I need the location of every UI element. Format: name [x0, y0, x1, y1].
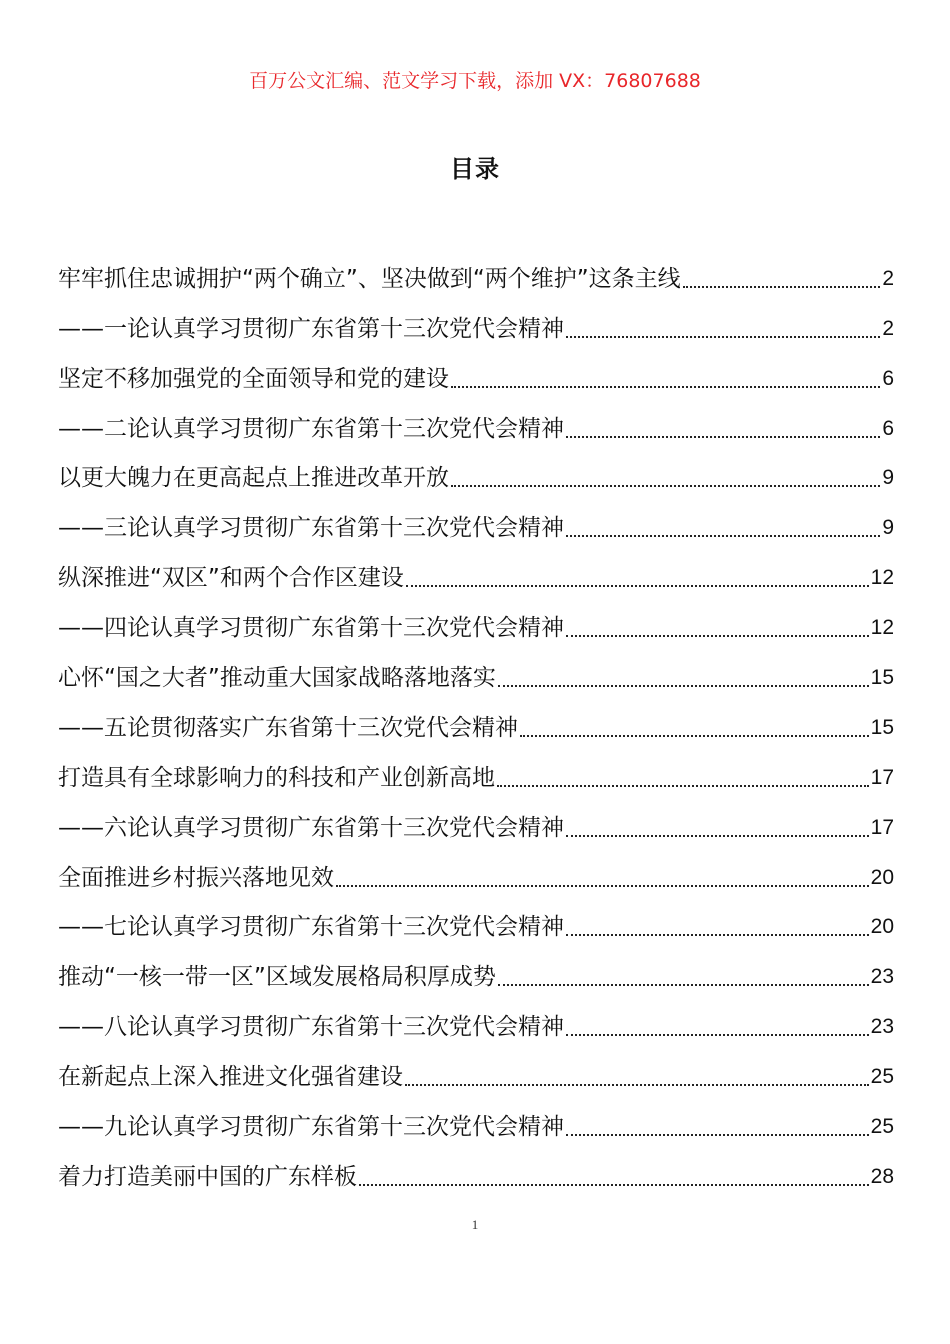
- toc-entry-title: 着力打造美丽中国的广东样板: [58, 1163, 357, 1190]
- toc-entry-page: 9: [882, 466, 894, 490]
- toc-entry-title: ——一论认真学习贯彻广东省第十三次党代会精神: [58, 315, 564, 342]
- toc-entry-title: ——七论认真学习贯彻广东省第十三次党代会精神: [58, 914, 564, 941]
- toc-dot-leader: [497, 785, 869, 787]
- toc-dot-leader: [566, 1034, 869, 1036]
- toc-entry[interactable]: [58, 551, 894, 601]
- toc-entry-title: ——三论认真学习贯彻广东省第十三次党代会精神: [58, 515, 564, 542]
- toc-entry[interactable]: [58, 950, 894, 1000]
- toc-entry[interactable]: [58, 352, 894, 402]
- toc-dot-leader: [405, 1084, 869, 1086]
- toc-entry-title: 全面推进乡村振兴落地见效: [58, 864, 334, 891]
- toc-dot-leader: [566, 934, 869, 936]
- toc-entry-page: 17: [870, 765, 894, 789]
- header-note: 百万公文汇编、范文学习下载，添加 VX：76807688: [249, 70, 701, 92]
- toc-entry-page: 17: [870, 815, 894, 839]
- toc-dot-leader: [566, 835, 869, 837]
- toc-dot-leader: [566, 635, 869, 637]
- toc-entry-title: ——四论认真学习贯彻广东省第十三次党代会精神: [58, 615, 564, 642]
- toc-entry-title: ——五论贯彻落实广东省第十三次党代会精神: [58, 714, 518, 741]
- toc-dot-leader: [406, 585, 869, 587]
- toc-entry-page: 2: [882, 316, 894, 340]
- toc-entry-title: 牢牢抓住忠诚拥护“两个确立”、坚决做到“两个维护”这条主线: [58, 265, 681, 292]
- toc-title: 目录: [450, 155, 500, 183]
- toc-entry-page: 25: [870, 1065, 894, 1089]
- toc-dot-leader: [498, 984, 869, 986]
- table-of-contents: [58, 252, 894, 1200]
- toc-dot-leader: [451, 485, 880, 487]
- toc-entry-page: 12: [870, 566, 894, 590]
- toc-entry[interactable]: [58, 252, 894, 302]
- toc-entry-title: 心怀“国之大者”推动重大国家战略落地落实: [58, 665, 496, 692]
- toc-entry-title: 纵深推进“双区”和两个合作区建设: [58, 565, 404, 592]
- toc-dot-leader: [451, 386, 880, 388]
- toc-entry[interactable]: [58, 901, 894, 951]
- toc-entry-page: 6: [882, 416, 894, 440]
- toc-entry-title: ——八论认真学习贯彻广东省第十三次党代会精神: [58, 1014, 564, 1041]
- page-number: 1: [471, 1217, 479, 1232]
- toc-dot-leader: [520, 735, 869, 737]
- toc-entry[interactable]: [58, 601, 894, 651]
- toc-entry-page: 15: [870, 666, 894, 690]
- toc-entry-title: 坚定不移加强党的全面领导和党的建设: [58, 365, 449, 392]
- toc-entry[interactable]: [58, 1150, 894, 1200]
- toc-entry-title: 打造具有全球影响力的科技和产业创新高地: [58, 764, 495, 791]
- toc-dot-leader: [498, 685, 869, 687]
- toc-entry[interactable]: [58, 651, 894, 701]
- toc-entry[interactable]: [58, 452, 894, 502]
- toc-entry-title: 以更大魄力在更高起点上推进改革开放: [58, 465, 449, 492]
- toc-dot-leader: [566, 535, 880, 537]
- toc-entry[interactable]: [58, 1100, 894, 1150]
- toc-entry-page: 12: [870, 616, 894, 640]
- toc-entry-page: 28: [870, 1164, 894, 1188]
- toc-entry-page: 2: [882, 266, 894, 290]
- toc-entry[interactable]: [58, 751, 894, 801]
- toc-entry[interactable]: [58, 1000, 894, 1050]
- toc-entry-title: ——二论认真学习贯彻广东省第十三次党代会精神: [58, 415, 564, 442]
- toc-entry-page: 23: [870, 1015, 894, 1039]
- toc-entry[interactable]: [58, 501, 894, 551]
- toc-entry-page: 23: [870, 965, 894, 989]
- toc-entry[interactable]: [58, 801, 894, 851]
- toc-entry[interactable]: [58, 1050, 894, 1100]
- toc-entry-page: 9: [882, 516, 894, 540]
- toc-entry-title: ——六论认真学习贯彻广东省第十三次党代会精神: [58, 814, 564, 841]
- toc-entry-title: 推动“一核一带一区”区域发展格局积厚成势: [58, 964, 496, 991]
- toc-entry[interactable]: [58, 402, 894, 452]
- toc-dot-leader: [336, 885, 869, 887]
- toc-entry-page: 6: [882, 366, 894, 390]
- toc-entry-page: 15: [870, 715, 894, 739]
- toc-entry-page: 20: [870, 915, 894, 939]
- toc-entry-title: ——九论认真学习贯彻广东省第十三次党代会精神: [58, 1114, 564, 1141]
- toc-dot-leader: [566, 436, 880, 438]
- toc-entry[interactable]: [58, 302, 894, 352]
- toc-entry[interactable]: [58, 701, 894, 751]
- toc-dot-leader: [566, 1134, 869, 1136]
- toc-dot-leader: [566, 336, 880, 338]
- toc-entry-page: 20: [870, 865, 894, 889]
- toc-entry[interactable]: [58, 851, 894, 901]
- toc-entry-title: 在新起点上深入推进文化强省建设: [58, 1064, 403, 1091]
- toc-entry-page: 25: [870, 1115, 894, 1139]
- toc-dot-leader: [359, 1184, 869, 1186]
- toc-dot-leader: [683, 286, 881, 288]
